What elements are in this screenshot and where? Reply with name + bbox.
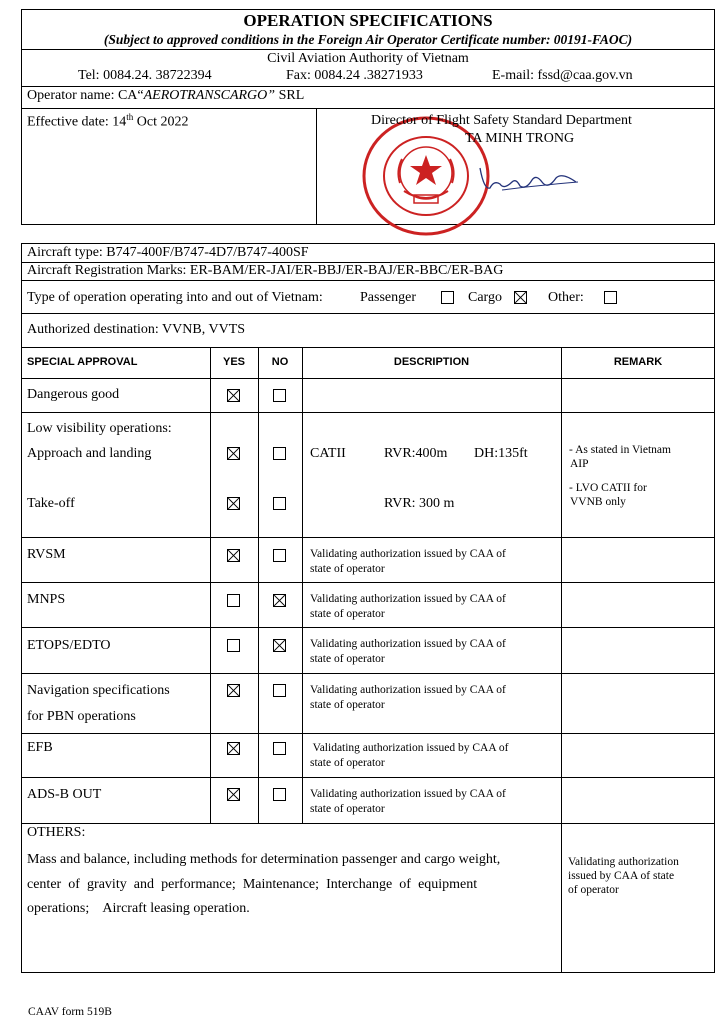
- pbn-description-line1: Validating authorization issued by CAA of: [310, 684, 506, 696]
- efb-yes-checkbox[interactable]: [227, 742, 240, 755]
- effective-date: [27, 112, 189, 131]
- ads-b-no-checkbox[interactable]: [273, 788, 286, 801]
- passenger-checkbox[interactable]: [441, 291, 454, 304]
- divider: [21, 412, 715, 413]
- effective-rest: Oct 2022: [133, 114, 189, 130]
- etops-no-checkbox[interactable]: [273, 639, 286, 652]
- etops-yes-checkbox[interactable]: [227, 639, 240, 652]
- divider: [21, 347, 715, 348]
- operator-name: [27, 88, 304, 104]
- approach-rvr: RVR:400m: [384, 446, 448, 461]
- column-divider: [258, 347, 259, 823]
- authorized-destination: Authorized destination: VVNB, VVTS: [27, 322, 246, 337]
- rvsm-description-line2: state of operator: [310, 563, 385, 575]
- effective-sup: th: [126, 112, 134, 122]
- signer-name: TA MINH TRONG: [465, 131, 575, 146]
- header-yes: YES: [222, 356, 245, 368]
- header-special-approval: SPECIAL APPROVAL: [27, 356, 138, 368]
- divider: [21, 280, 715, 281]
- approach-dh: DH:135ft: [474, 446, 528, 461]
- lvo-remark-line3: - LVO CATII for: [569, 482, 647, 494]
- divider: [21, 86, 715, 87]
- ads-b-description-line2: state of operator: [310, 803, 385, 815]
- operation-type-label: Type of operation operating into and out of Vietnam:: [27, 290, 323, 305]
- row-label-dangerous-good: Dangerous good: [27, 387, 120, 402]
- rvsm-yes-checkbox[interactable]: [227, 549, 240, 562]
- efb-no-checkbox[interactable]: [273, 742, 286, 755]
- divider: [21, 582, 715, 583]
- others-remark-line2: issued by CAA of state: [568, 870, 675, 882]
- operator-suffix: SRL: [275, 88, 305, 103]
- pbn-description-line2: state of operator: [310, 699, 385, 711]
- efb-description-line2: state of operator: [310, 757, 385, 769]
- divider: [21, 777, 715, 778]
- row-label-mnps: MNPS: [27, 592, 66, 607]
- lvo-remark-line2: AIP: [570, 458, 589, 470]
- others-line2: center of gravity and performance; Maintenance; Interchange of equipment: [27, 877, 478, 892]
- header-description: DESCRIPTION: [393, 356, 470, 368]
- mnps-no-checkbox[interactable]: [273, 594, 286, 607]
- header-remark: REMARK: [613, 356, 663, 368]
- divider: [21, 49, 715, 50]
- mnps-description-line2: state of operator: [310, 608, 385, 620]
- operator-label: Operator name: CA“: [27, 88, 144, 103]
- authority-name: Civil Aviation Authority of Vietnam: [267, 51, 469, 66]
- aircraft-type: Aircraft type: B747-400F/B747-4D7/B747-400SF: [27, 245, 309, 260]
- others-line1: Mass and balance, including methods for determination passenger and cargo weight,: [27, 852, 501, 867]
- etops-description-line1: Validating authorization issued by CAA of: [310, 638, 506, 650]
- column-divider: [210, 347, 211, 823]
- divider: [21, 108, 715, 109]
- aircraft-registration: Aircraft Registration Marks: ER-BAM/ER-JAI/ER-BBJ/ER-BAJ/ER-BBC/ER-BAG: [27, 263, 504, 278]
- takeoff-no-checkbox[interactable]: [273, 497, 286, 510]
- divider: [21, 378, 715, 379]
- page-subtitle: (Subject to approved conditions in the Foreign Air Operator Certificate number: 00191-FAOC): [103, 32, 633, 47]
- ads-b-yes-checkbox[interactable]: [227, 788, 240, 801]
- mnps-description-line1: Validating authorization issued by CAA of: [310, 593, 506, 605]
- others-remark-line1: Validating authorization: [568, 856, 679, 868]
- row-label-ads-b-out: ADS-B OUT: [27, 787, 102, 802]
- rvsm-description-line1: Validating authorization issued by CAA of: [310, 548, 506, 560]
- others-remark-line3: of operator: [568, 884, 619, 896]
- contact-email: E-mail: fssd@caa.gov.vn: [492, 68, 633, 83]
- pbn-yes-checkbox[interactable]: [227, 684, 240, 697]
- signer-title: Director of Flight Safety Standard Department: [371, 113, 632, 128]
- effective-label: Effective date: 14: [27, 114, 127, 130]
- others-label: OTHERS:: [27, 825, 86, 840]
- dangerous-good-no-checkbox[interactable]: [273, 389, 286, 402]
- approach-category: CATII: [310, 446, 346, 461]
- rvsm-no-checkbox[interactable]: [273, 549, 286, 562]
- lvo-remark-line1: - As stated in Vietnam: [569, 444, 671, 456]
- lvo-remark-line4: VVNB only: [570, 496, 626, 508]
- passenger-label: Passenger: [360, 290, 416, 305]
- other-label: Other:: [548, 290, 584, 305]
- row-label-rvsm: RVSM: [27, 547, 66, 562]
- row-label-pbn: for PBN operations: [27, 709, 136, 724]
- header-no: NO: [271, 356, 289, 368]
- row-label-approach-landing: Approach and landing: [27, 446, 152, 461]
- row-label-etops: ETOPS/EDTO: [27, 638, 111, 653]
- other-checkbox[interactable]: [604, 291, 617, 304]
- divider: [316, 108, 317, 225]
- signature-icon: [472, 160, 582, 200]
- approach-no-checkbox[interactable]: [273, 447, 286, 460]
- pbn-no-checkbox[interactable]: [273, 684, 286, 697]
- page-title: OPERATION SPECIFICATIONS: [243, 11, 493, 30]
- contact-fax: Fax: 0084.24 .38271933: [286, 68, 423, 83]
- efb-description-line1: Validating authorization issued by CAA of: [310, 742, 509, 754]
- takeoff-yes-checkbox[interactable]: [227, 497, 240, 510]
- row-label-efb: EFB: [27, 740, 53, 755]
- etops-description-line2: state of operator: [310, 653, 385, 665]
- divider: [21, 313, 715, 314]
- divider: [21, 673, 715, 674]
- approach-yes-checkbox[interactable]: [227, 447, 240, 460]
- row-label-low-visibility: Low visibility operations:: [27, 421, 172, 436]
- row-label-take-off: Take-off: [27, 496, 75, 511]
- ads-b-description-line1: Validating authorization issued by CAA of: [310, 788, 506, 800]
- takeoff-rvr: RVR: 300 m: [384, 496, 455, 511]
- contact-tel: Tel: 0084.24. 38722394: [78, 68, 212, 83]
- column-divider: [561, 347, 562, 973]
- divider: [21, 823, 715, 824]
- mnps-yes-checkbox[interactable]: [227, 594, 240, 607]
- divider: [21, 537, 715, 538]
- divider: [21, 627, 715, 628]
- column-divider: [302, 347, 303, 823]
- operator-name-value: AEROTRANSCARGO”: [143, 88, 276, 103]
- seal-legend: [0, 0, 27, 1]
- dangerous-good-yes-checkbox[interactable]: [227, 389, 240, 402]
- cargo-label: Cargo: [468, 290, 502, 305]
- divider: [21, 733, 715, 734]
- others-line3: operations; Aircraft leasing operation.: [27, 901, 250, 916]
- form-number: CAAV form 519B: [28, 1006, 112, 1018]
- cargo-checkbox[interactable]: [514, 291, 527, 304]
- row-label-navigation-spec: Navigation specifications: [27, 683, 170, 698]
